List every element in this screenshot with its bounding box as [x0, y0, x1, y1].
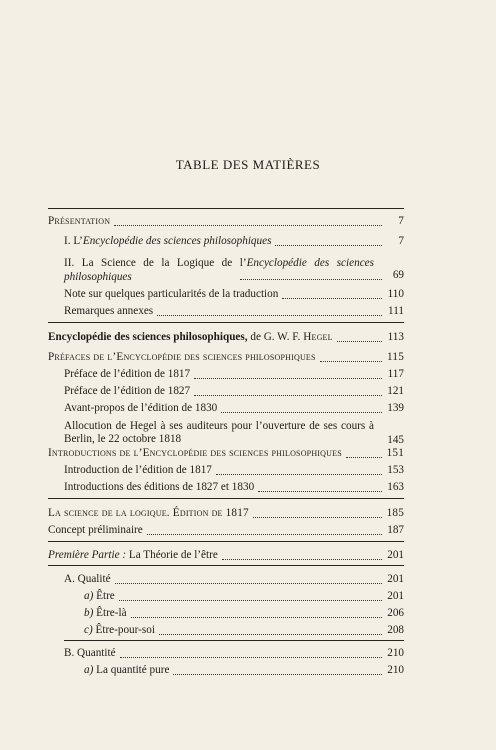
top-rule — [48, 208, 404, 209]
page-number: 185 — [386, 507, 404, 519]
toc-entry-presentation — [48, 214, 404, 228]
entry-label: Allocution de Hegel à ses auditeurs pour l’ouverture de ses cours à Berlin, le 22 octobre 1818 — [64, 420, 374, 445]
leader-dots — [157, 314, 382, 316]
page-number: 111 — [388, 305, 404, 317]
toc-entry-quantite — [64, 646, 404, 660]
toc-entry-encyclopedie — [48, 330, 404, 344]
entry-label: Avant-propos de l’édition de 1830 — [64, 402, 218, 414]
leader-dots — [346, 456, 382, 458]
leader-dots — [275, 244, 382, 246]
toc-entry-intro-1817 — [64, 463, 404, 477]
toc-entry-remarques — [64, 304, 404, 318]
page-number: 187 — [387, 524, 404, 536]
leader-dots — [221, 411, 382, 413]
entry-label: a) Être — [84, 590, 115, 602]
leader-dots — [114, 224, 382, 226]
toc-entry-prefaces — [48, 350, 404, 364]
entry-label: Introduction de l’édition de 1817 — [64, 464, 212, 476]
leader-dots — [115, 582, 382, 584]
page-number: 145 — [387, 434, 404, 446]
leader-dots — [222, 558, 382, 560]
entry-label: A. Qualité — [64, 573, 111, 585]
toc-entry-concept — [48, 523, 404, 537]
page-number: 7 — [398, 235, 404, 247]
entry-label: a) La quantité pure — [84, 664, 170, 676]
toc-entry-preface-1827 — [64, 384, 404, 398]
entry-label: Introductions des éditions de 1827 et 1830 — [64, 481, 255, 493]
page-number: 163 — [387, 481, 404, 493]
entry-label: c) Être-pour-soi — [84, 624, 155, 636]
page-number: 110 — [387, 288, 404, 300]
leader-dots — [240, 278, 382, 280]
toc-entry-etre — [84, 589, 404, 603]
toc-entry-presentation-1 — [64, 234, 404, 248]
toc-entry-etre-la — [84, 606, 404, 620]
toc-entry-etre-pour-soi — [84, 623, 404, 637]
leader-dots — [194, 394, 382, 396]
leader-dots — [337, 340, 382, 342]
entry-label: I. L’Encyclopédie des sciences philosophiques — [64, 235, 272, 247]
toc-entry-intro-1827 — [64, 480, 404, 494]
page-number: 153 — [387, 464, 404, 476]
section-rule — [48, 565, 404, 566]
leader-dots — [258, 490, 382, 492]
section-rule — [48, 498, 404, 499]
toc-entry-premiere-partie — [48, 548, 404, 562]
leader-dots — [147, 533, 382, 535]
section-rule — [48, 322, 404, 323]
leader-dots — [194, 377, 382, 379]
page-number: 201 — [387, 573, 404, 585]
page-number: 201 — [387, 549, 404, 561]
page-number: 151 — [386, 447, 404, 459]
entry-label: Première Partie : La Théorie de l’être — [48, 549, 218, 561]
entry-label: Présentation — [48, 215, 111, 227]
page-number: 115 — [387, 351, 404, 363]
page-number: 210 — [387, 664, 404, 676]
leader-dots — [282, 297, 382, 299]
page-number: 113 — [387, 331, 404, 343]
entry-label: Concept préliminaire — [48, 524, 143, 536]
entry-label: Introductions de l’Encyclopédie des sciences philosophiques — [48, 447, 342, 459]
entry-label: B. Quantité — [64, 647, 116, 659]
toc-entry-introductions — [48, 446, 404, 460]
page-number: 210 — [387, 647, 404, 659]
entry-label: Encyclopédie des sciences philosophiques, de G. W. F. Hegel — [48, 331, 333, 343]
toc-entry-avant-propos — [64, 401, 404, 415]
leader-dots — [131, 616, 382, 618]
toc-entry-science-logique — [48, 506, 404, 520]
section-rule — [48, 541, 404, 542]
leader-dots — [253, 516, 382, 518]
section-rule — [64, 640, 404, 641]
toc-entry-note — [64, 287, 404, 301]
entry-label: La science de la logique. Édition de 1817 — [48, 507, 249, 519]
toc-entry-allocution — [64, 420, 404, 446]
entry-label: II. La Science de la Logique de l’Encyclopédie des sciences philosophiques — [64, 257, 374, 283]
leader-dots — [119, 599, 382, 601]
leader-dots — [159, 633, 382, 635]
page-number: 117 — [387, 368, 404, 380]
entry-label: Préface de l’édition de 1817 — [64, 368, 191, 380]
entry-label: b) Être-là — [84, 607, 127, 619]
toc-entry-preface-1817 — [64, 367, 404, 381]
entry-label: Préfaces de l’Encyclopédie des sciences philosophiques — [48, 351, 316, 363]
page-number: 121 — [387, 385, 404, 397]
leader-dots — [320, 360, 382, 362]
toc-entry-qualite — [64, 572, 404, 586]
entry-label: Préface de l’édition de 1827 — [64, 385, 191, 397]
toc-entry-presentation-2-leader — [64, 268, 404, 282]
toc-entry-quantite-pure — [84, 663, 404, 677]
page-title: TABLE DES MATIÈRES — [175, 157, 321, 172]
page-number: 69 — [392, 269, 404, 281]
page-number: 201 — [387, 590, 404, 602]
entry-label: Remarques annexes — [64, 305, 154, 317]
leader-dots — [173, 673, 382, 675]
page-number: 7 — [398, 215, 404, 227]
entry-label: Note sur quelques particularités de la traduction — [64, 288, 279, 300]
page-number: 139 — [387, 402, 404, 414]
leader-dots — [120, 656, 382, 658]
page-number: 208 — [387, 624, 404, 636]
leader-dots — [216, 473, 382, 475]
page-number: 206 — [387, 607, 404, 619]
